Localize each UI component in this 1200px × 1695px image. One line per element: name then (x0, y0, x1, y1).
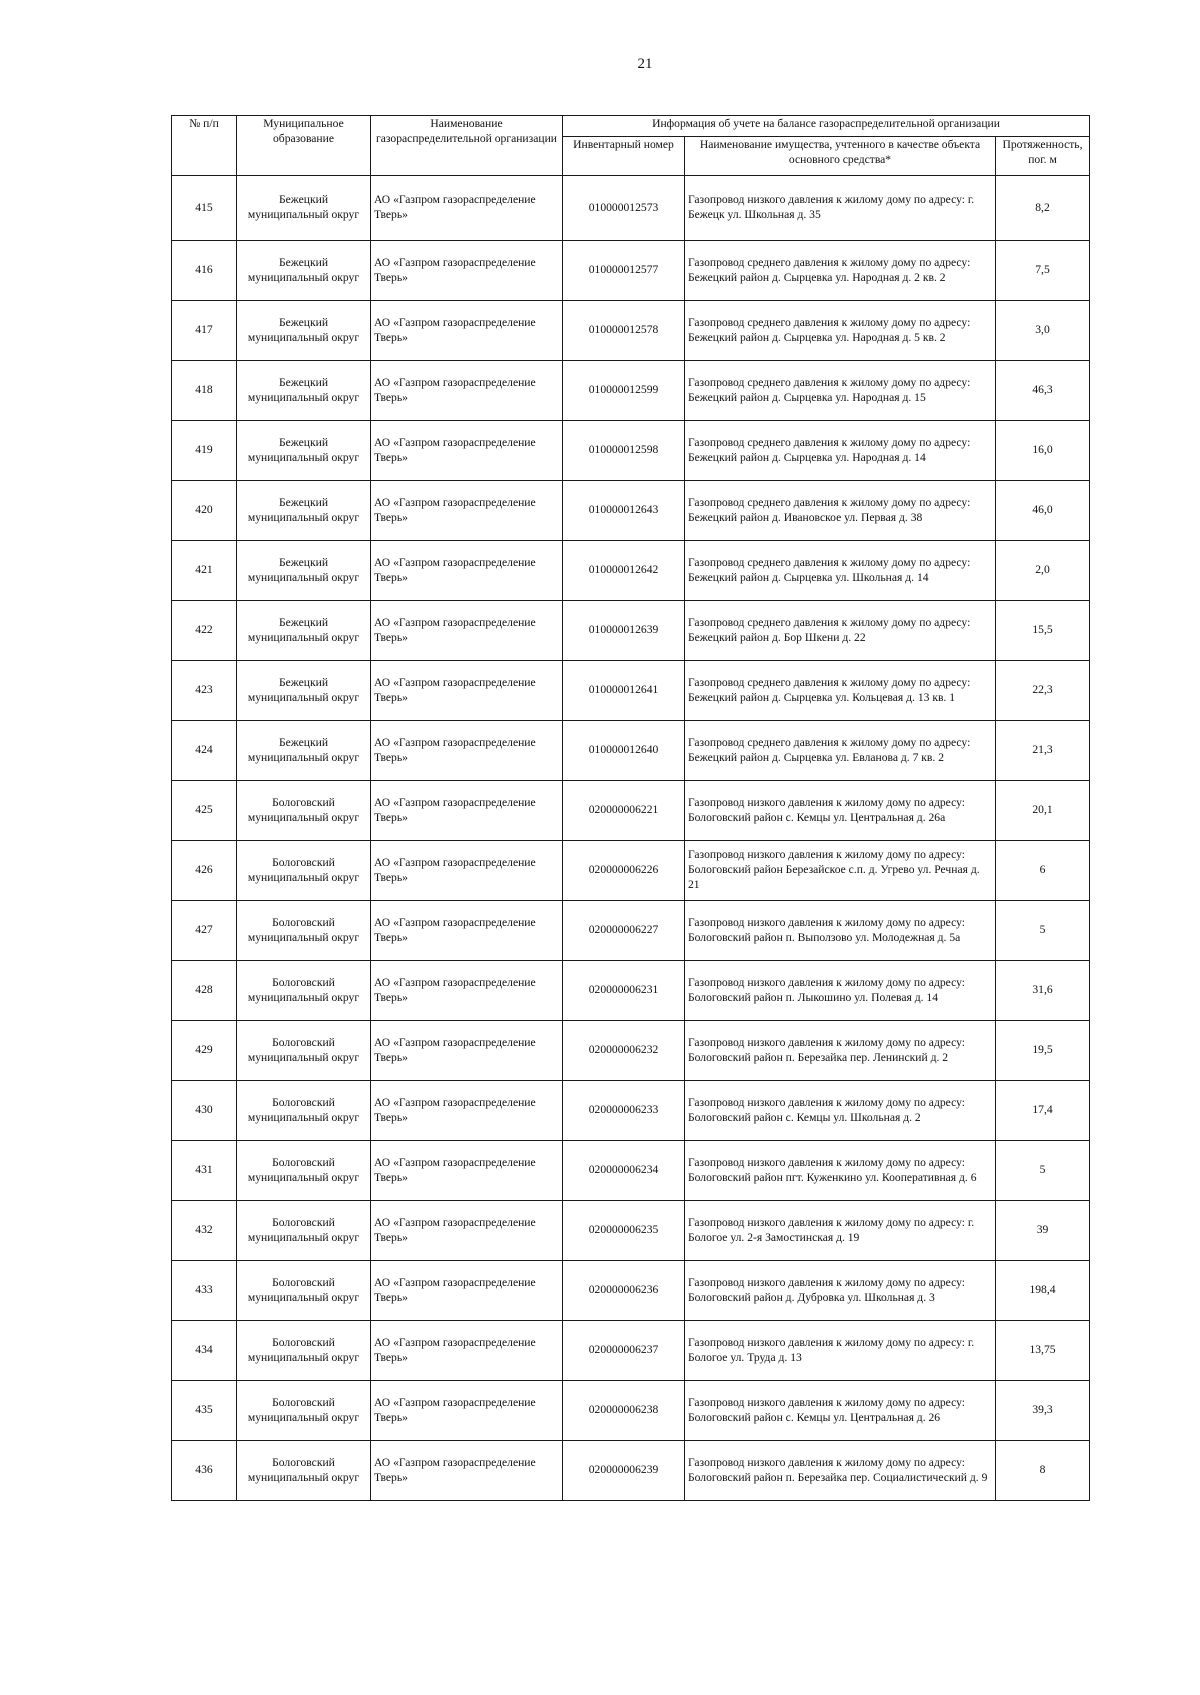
organization-cell: АО «Газпром газораспределение Тверь» (371, 176, 563, 241)
organization-cell: АО «Газпром газораспределение Тверь» (371, 1081, 563, 1141)
inventory-number-cell: 010000012577 (563, 241, 685, 301)
length-cell: 39,3 (996, 1381, 1090, 1441)
inventory-number-cell: 010000012640 (563, 721, 685, 781)
municipality-type: муниципальный округ (247, 208, 360, 221)
header-inventory-number: Инвентарный номер (563, 137, 685, 176)
municipality-type: муниципальный округ (247, 930, 360, 944)
municipality-cell (237, 301, 371, 361)
municipality-type: муниципальный округ (247, 630, 360, 644)
municipality-type: муниципальный округ (247, 1410, 360, 1424)
length-cell: 8 (996, 1441, 1090, 1501)
inventory-number-cell: 010000012643 (563, 481, 685, 541)
organization-cell: АО «Газпром газораспределение Тверь» (371, 841, 563, 901)
length-cell: 2,0 (996, 541, 1090, 601)
municipality-name: Бологовский (272, 1215, 335, 1229)
row-number: 420 (172, 481, 237, 541)
organization-cell: АО «Газпром газораспределение Тверь» (371, 241, 563, 301)
row-number: 436 (172, 1441, 237, 1501)
header-balance-info: Информация об учете на балансе газораспределительной организации (563, 116, 1090, 137)
property-name-cell: Газопровод среднего давления к жилому дому по адресу: Бежецкий район д. Сырцевка ул. Народная д. 14 (685, 421, 996, 481)
table-row (172, 541, 1090, 601)
municipality-type: муниципальный округ (247, 1290, 360, 1304)
table-row (172, 841, 1090, 901)
organization-cell: АО «Газпром газораспределение Тверь» (371, 361, 563, 421)
length-cell: 8,2 (996, 176, 1090, 241)
municipality-name: Бологовский (272, 1455, 335, 1469)
municipality-name: Бологовский (272, 1395, 335, 1409)
organization-cell: АО «Газпром газораспределение Тверь» (371, 1261, 563, 1321)
table-row (172, 241, 1090, 301)
row-number: 428 (172, 961, 237, 1021)
table-row (172, 421, 1090, 481)
inventory-number-cell: 020000006237 (563, 1321, 685, 1381)
property-name-cell: Газопровод среднего давления к жилому дому по адресу: Бежецкий район д. Сырцевка ул. Кольцевая д. 13 кв. 1 (685, 661, 996, 721)
municipality-name: Бологовский (272, 975, 335, 989)
table-row (172, 961, 1090, 1021)
length-cell: 46,0 (996, 481, 1090, 541)
municipality-cell (237, 241, 371, 301)
length-cell: 16,0 (996, 421, 1090, 481)
inventory-number-cell: 020000006227 (563, 901, 685, 961)
inventory-number-cell: 020000006239 (563, 1441, 685, 1501)
municipality-name: Бежецкий (278, 255, 329, 269)
municipality-name: Бологовский (272, 1275, 335, 1289)
property-name-cell: Газопровод низкого давления к жилому дому по адресу: Бологовский район п. Березайка пер. Ленинский д. 2 (685, 1021, 996, 1081)
inventory-number-cell: 020000006232 (563, 1021, 685, 1081)
municipality-name: Бежецкий (278, 555, 329, 569)
row-number: 416 (172, 241, 237, 301)
municipality-name: Бологовский (272, 1335, 335, 1349)
municipality-name: Бежецкий (278, 193, 329, 207)
municipality-name: Бежецкий (278, 315, 329, 329)
municipality-type: муниципальный округ (247, 1230, 360, 1244)
municipality-cell (237, 1321, 371, 1381)
municipality-name: Бологовский (272, 855, 335, 869)
property-name-cell: Газопровод низкого давления к жилому дому по адресу: Бологовский район п. Выползово ул. Молодежная д. 5а (685, 901, 996, 961)
municipality-type: муниципальный округ (247, 330, 360, 344)
length-cell: 19,5 (996, 1021, 1090, 1081)
length-cell: 13,75 (996, 1321, 1090, 1381)
organization-cell: АО «Газпром газораспределение Тверь» (371, 661, 563, 721)
organization-cell: АО «Газпром газораспределение Тверь» (371, 421, 563, 481)
inventory-number-cell: 020000006226 (563, 841, 685, 901)
municipality-cell (237, 901, 371, 961)
municipality-type: муниципальный округ (247, 870, 360, 884)
length-cell: 20,1 (996, 781, 1090, 841)
municipality-name: Бежецкий (278, 435, 329, 449)
municipality-type: муниципальный округ (247, 1350, 360, 1364)
organization-cell: АО «Газпром газораспределение Тверь» (371, 1441, 563, 1501)
inventory-number-cell: 010000012641 (563, 661, 685, 721)
row-number: 429 (172, 1021, 237, 1081)
table-row (172, 1021, 1090, 1081)
municipality-type: муниципальный округ (247, 750, 360, 764)
property-name-cell: Газопровод низкого давления к жилому дому по адресу: Бологовский район с. Кемцы ул. Школьная д. 2 (685, 1081, 996, 1141)
municipality-name: Бежецкий (278, 375, 329, 389)
municipality-cell (237, 421, 371, 481)
inventory-number-cell: 010000012639 (563, 601, 685, 661)
property-name-cell: Газопровод низкого давления к жилому дому по адресу: Бологовский район д. Дубровка ул. Школьная д. 3 (685, 1261, 996, 1321)
inventory-number-cell: 010000012578 (563, 301, 685, 361)
municipality-type: муниципальный округ (247, 510, 360, 524)
header-row (172, 116, 1090, 137)
property-name-cell: Газопровод низкого давления к жилому дому по адресу: Бологовский район п. Березайка пер. Социалистический д. 9 (685, 1441, 996, 1501)
property-registry-table (171, 115, 1090, 1501)
organization-cell: АО «Газпром газораспределение Тверь» (371, 1321, 563, 1381)
municipality-cell (237, 1381, 371, 1441)
municipality-type: муниципальный округ (247, 1050, 360, 1064)
inventory-number-cell: 010000012642 (563, 541, 685, 601)
property-name-cell: Газопровод среднего давления к жилому дому по адресу: Бежецкий район д. Сырцевка ул. Школьная д. 14 (685, 541, 996, 601)
property-name-cell: Газопровод среднего давления к жилому дому по адресу: Бежецкий район д. Сырцевка ул. Народная д. 5 кв. 2 (685, 301, 996, 361)
municipality-name: Бологовский (272, 1095, 335, 1109)
organization-cell: АО «Газпром газораспределение Тверь» (371, 1021, 563, 1081)
municipality-name: Бологовский (272, 795, 335, 809)
inventory-number-cell: 010000012598 (563, 421, 685, 481)
row-number: 427 (172, 901, 237, 961)
table-row (172, 1381, 1090, 1441)
row-number: 422 (172, 601, 237, 661)
municipality-cell (237, 601, 371, 661)
municipality-cell (237, 1081, 371, 1141)
municipality-type: муниципальный округ (247, 1110, 360, 1124)
property-name-cell: Газопровод среднего давления к жилому дому по адресу: Бежецкий район д. Ивановское ул. Первая д. 38 (685, 481, 996, 541)
length-cell: 3,0 (996, 301, 1090, 361)
municipality-cell (237, 1441, 371, 1501)
length-cell: 22,3 (996, 661, 1090, 721)
inventory-number-cell: 010000012573 (563, 176, 685, 241)
page-number: 21 (637, 56, 653, 72)
municipality-name: Бежецкий (278, 735, 329, 749)
row-number: 431 (172, 1141, 237, 1201)
table-row (172, 481, 1090, 541)
municipality-type: муниципальный округ (247, 810, 360, 824)
inventory-number-cell: 020000006234 (563, 1141, 685, 1201)
length-cell: 7,5 (996, 241, 1090, 301)
organization-cell: АО «Газпром газораспределение Тверь» (371, 601, 563, 661)
municipality-cell (237, 541, 371, 601)
row-number: 430 (172, 1081, 237, 1141)
table-row (172, 901, 1090, 961)
municipality-name: Бежецкий (278, 675, 329, 689)
municipality-cell (237, 361, 371, 421)
municipality-name: Бежецкий (278, 495, 329, 509)
municipality-cell (237, 961, 371, 1021)
organization-cell: АО «Газпром газораспределение Тверь» (371, 781, 563, 841)
row-number: 425 (172, 781, 237, 841)
length-cell: 21,3 (996, 721, 1090, 781)
inventory-number-cell: 010000012599 (563, 361, 685, 421)
municipality-type: муниципальный округ (247, 990, 360, 1004)
table-row (172, 1441, 1090, 1501)
table-row (172, 176, 1090, 241)
row-number: 426 (172, 841, 237, 901)
row-number: 435 (172, 1381, 237, 1441)
municipality-name: Бологовский (272, 915, 335, 929)
organization-cell: АО «Газпром газораспределение Тверь» (371, 1141, 563, 1201)
row-number: 417 (172, 301, 237, 361)
row-number: 421 (172, 541, 237, 601)
table-row (172, 781, 1090, 841)
length-cell: 5 (996, 901, 1090, 961)
municipality-type: муниципальный округ (247, 390, 360, 404)
municipality-cell (237, 781, 371, 841)
header-num: № п/п (172, 116, 237, 176)
table-row (172, 1141, 1090, 1201)
table-row (172, 1321, 1090, 1381)
inventory-number-cell: 020000006231 (563, 961, 685, 1021)
municipality-cell (237, 661, 371, 721)
organization-cell: АО «Газпром газораспределение Тверь» (371, 301, 563, 361)
table-row (172, 361, 1090, 421)
table-row (172, 301, 1090, 361)
property-name-cell: Газопровод низкого давления к жилому дому по адресу: Бологовский район с. Кемцы ул. Центральная д. 26 (685, 1381, 996, 1441)
municipality-type: муниципальный округ (247, 570, 360, 584)
header-organization: Наименование газораспределительной организации (371, 116, 563, 176)
municipality-name: Бежецкий (278, 615, 329, 629)
property-name-cell: Газопровод низкого давления к жилому дому по адресу: Бологовский район п. Лыкошино ул. Полевая д. 14 (685, 961, 996, 1021)
row-number: 432 (172, 1201, 237, 1261)
municipality-type: муниципальный округ (247, 450, 360, 464)
property-name-cell: Газопровод среднего давления к жилому дому по адресу: Бежецкий район д. Сырцевка ул. Народная д. 15 (685, 361, 996, 421)
header-property-name: Наименование имущества, учтенного в качестве объекта основного средства* (685, 137, 996, 176)
length-cell: 15,5 (996, 601, 1090, 661)
header-length: Протяженность, пог. м (996, 137, 1090, 176)
table-row (172, 661, 1090, 721)
organization-cell: АО «Газпром газораспределение Тверь» (371, 1201, 563, 1261)
municipality-type: муниципальный округ (247, 690, 360, 704)
property-name-cell: Газопровод среднего давления к жилому дому по адресу: Бежецкий район д. Бор Шкени д. 22 (685, 601, 996, 661)
organization-cell: АО «Газпром газораспределение Тверь» (371, 1381, 563, 1441)
row-number: 423 (172, 661, 237, 721)
property-name-cell: Газопровод низкого давления к жилому дому по адресу: г. Бологое ул. 2-я Замостинская д. 19 (685, 1201, 996, 1261)
inventory-number-cell: 020000006235 (563, 1201, 685, 1261)
organization-cell: АО «Газпром газораспределение Тверь» (371, 961, 563, 1021)
municipality-type: муниципальный округ (247, 1170, 360, 1184)
row-number: 418 (172, 361, 237, 421)
municipality-type: муниципальный округ (247, 270, 360, 284)
organization-cell: АО «Газпром газораспределение Тверь» (371, 481, 563, 541)
municipality-name: Бологовский (272, 1155, 335, 1169)
municipality-cell (237, 176, 371, 241)
table-row (172, 1081, 1090, 1141)
property-name-cell: Газопровод низкого давления к жилому дому по адресу: г. Бологое ул. Труда д. 13 (685, 1321, 996, 1381)
municipality-name: Бологовский (272, 1035, 335, 1049)
property-name-cell: Газопровод низкого давления к жилому дому по адресу: Бологовский район пгт. Куженкино ул. Кооперативная д. 6 (685, 1141, 996, 1201)
row-number: 424 (172, 721, 237, 781)
table-row (172, 1201, 1090, 1261)
inventory-number-cell: 020000006233 (563, 1081, 685, 1141)
length-cell: 31,6 (996, 961, 1090, 1021)
property-name-cell: Газопровод среднего давления к жилому дому по адресу: Бежецкий район д. Сырцевка ул. Народная д. 2 кв. 2 (685, 241, 996, 301)
length-cell: 198,4 (996, 1261, 1090, 1321)
municipality-cell (237, 1021, 371, 1081)
organization-cell: АО «Газпром газораспределение Тверь» (371, 901, 563, 961)
table-row (172, 1261, 1090, 1321)
length-cell: 6 (996, 841, 1090, 901)
row-number: 415 (172, 176, 237, 241)
organization-cell: АО «Газпром газораспределение Тверь» (371, 541, 563, 601)
header-municipality: Муниципальное образование (237, 116, 371, 176)
property-name-cell: Газопровод низкого давления к жилому дому по адресу: г. Бежецк ул. Школьная д. 35 (685, 176, 996, 241)
table-row (172, 721, 1090, 781)
inventory-number-cell: 020000006236 (563, 1261, 685, 1321)
municipality-cell (237, 1141, 371, 1201)
organization-cell: АО «Газпром газораспределение Тверь» (371, 721, 563, 781)
row-number: 419 (172, 421, 237, 481)
length-cell: 46,3 (996, 361, 1090, 421)
length-cell: 39 (996, 1201, 1090, 1261)
municipality-type: муниципальный округ (247, 1470, 360, 1484)
row-number: 433 (172, 1261, 237, 1321)
property-name-cell: Газопровод среднего давления к жилому дому по адресу: Бежецкий район д. Сырцевка ул. Евланова д. 7 кв. 2 (685, 721, 996, 781)
municipality-cell (237, 481, 371, 541)
municipality-cell (237, 721, 371, 781)
row-number: 434 (172, 1321, 237, 1381)
length-cell: 17,4 (996, 1081, 1090, 1141)
property-name-cell: Газопровод низкого давления к жилому дому по адресу: Бологовский район с. Кемцы ул. Центральная д. 26а (685, 781, 996, 841)
municipality-cell (237, 841, 371, 901)
inventory-number-cell: 020000006238 (563, 1381, 685, 1441)
table-row (172, 601, 1090, 661)
property-name-cell: Газопровод низкого давления к жилому дому по адресу: Бологовский район Березайское с.п. д. Угрево ул. Речная д. 21 (685, 841, 996, 901)
municipality-cell (237, 1261, 371, 1321)
municipality-cell (237, 1201, 371, 1261)
length-cell: 5 (996, 1141, 1090, 1201)
inventory-number-cell: 020000006221 (563, 781, 685, 841)
